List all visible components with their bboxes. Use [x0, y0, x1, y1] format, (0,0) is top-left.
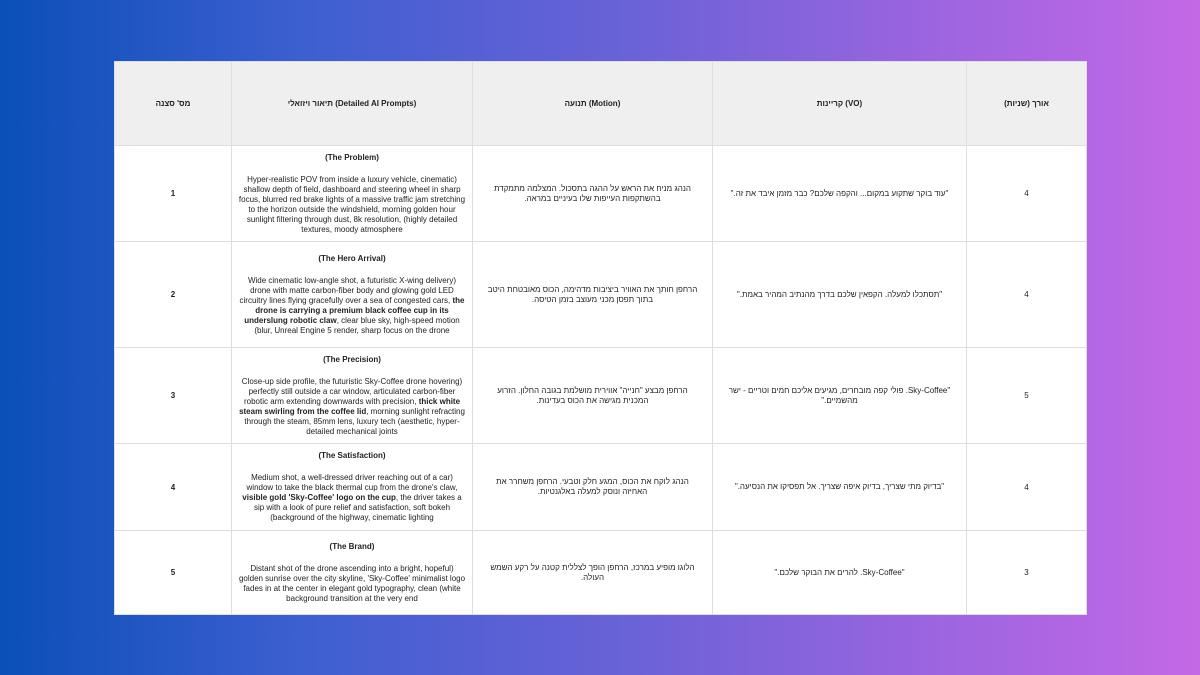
- visual-prompt: [232, 348, 473, 444]
- prompt-title: (The Brand): [329, 541, 375, 551]
- prompt-text-end: , clear blue sky, high-speed motion (blur, Unreal Engine 5 render, sharp focus on the drone: [254, 315, 460, 335]
- vo-text: "עוד בוקר שתקוע במקום... והקפה שלכם? כבר מזמן איבד את זה.": [713, 146, 967, 242]
- prompt-text: Distant shot of the drone ascending into a bright, hopeful) golden sunrise over the city skyline, 'Sky-Coffee' minimalist logo fades in at the center in elegant gold typography, clean (white background transition at the very end: [238, 563, 466, 603]
- prompt-title: (The Problem): [325, 152, 379, 162]
- table-row: [115, 531, 1087, 615]
- vo-text: "Sky-Coffee. להרים את הבוקר שלכם.": [713, 531, 967, 615]
- prompt-title: (The Hero Arrival): [318, 253, 386, 263]
- length-value: 3: [967, 531, 1087, 615]
- storyboard-table: [114, 61, 1087, 615]
- prompt-text: Hyper-realistic POV from inside a luxury vehicle, cinematic) shallow depth of field, dashboard and steering wheel in sharp focus, blurred red brake lights of a massive traffic jam stretching to the horizon outside the windshield, morning golden hour sunlight filtering through dust, 8k resolution, (highly detailed textures, moody atmosphere: [238, 174, 466, 234]
- vo-text: "Sky-Coffee. פולי קפה מובחרים, מגיעים אליכם חמים וטריים - ישר מהשמיים.": [713, 348, 967, 444]
- motion-text: הנהג לוקח את הכוס, המגע חלק וטבעי. הרחפן משחרר את האחיזה ונוסק למעלה באלגנטיות.: [473, 444, 713, 531]
- prompt-text-bold: thick white steam swirling from the coffee lid: [239, 396, 461, 416]
- prompt-title: (The Satisfaction): [318, 451, 386, 460]
- prompt-text: Close-up side profile, the futuristic Sky-Coffee drone hovering) perfectly still outside a car window, articulated carbon-fiber robotic arm extending downwards with precision,: [241, 376, 463, 406]
- visual-prompt: [232, 531, 473, 615]
- vo-text: "תסתכלו למעלה. הקפאין שלכם בדרך מהנתיב המהיר באמת.": [713, 242, 967, 348]
- prompt-text: Medium shot, a well-dressed driver reaching out of a car) window to take the black thermal cup from the drone's claw,: [246, 473, 458, 492]
- visual-prompt: [232, 242, 473, 348]
- header-motion: תנועה (Motion): [473, 62, 713, 146]
- visual-prompt: [232, 444, 473, 531]
- header-visual: תיאור ויזואלי (Detailed AI Prompts): [232, 62, 473, 146]
- length-value: 4: [967, 242, 1087, 348]
- header-length: אורך (שניות): [967, 62, 1087, 146]
- vo-text: "בדיוק מתי שצריך, בדיוק איפה שצריך. אל תפסיקו את הנסיעה.": [713, 444, 967, 531]
- scene-number: 1: [115, 146, 232, 242]
- header-vo: קריינות (VO): [713, 62, 967, 146]
- prompt-title: (The Precision): [323, 354, 381, 364]
- visual-prompt: [232, 146, 473, 242]
- header-scene: מס' סצנה: [115, 62, 232, 146]
- length-value: 5: [967, 348, 1087, 444]
- storyboard-sheet: [114, 61, 1086, 614]
- motion-text: הרחפן חותך את האוויר ביציבות מדהימה, הכוס מאובטחת היטב בתוך תפסן מכני מעוצב בזמן הטיסה.: [473, 242, 713, 348]
- prompt-text-end: , morning sunlight refracting through the steam, 85mm lens, luxury tech (aesthetic, hyper-detailed mechanical joints: [244, 406, 465, 436]
- length-value: 4: [967, 444, 1087, 531]
- table-row: [115, 444, 1087, 531]
- prompt-text-end: , the driver takes a sip with a look of pure relief and satisfaction, soft bokeh (background of the highway, cinematic lighting: [253, 493, 462, 522]
- scene-number: 5: [115, 531, 232, 615]
- table-row: [115, 348, 1087, 444]
- motion-text: הרחפן מבצע "חנייה" אווירית מושלמת בגובה החלון. הזרוע המכנית מגישה את הכוס בעדינות.: [473, 348, 713, 444]
- motion-text: הלוגו מופיע במרכז, הרחפן הופך לצללית קטנה על רקע השמש העולה.: [473, 531, 713, 615]
- length-value: 4: [967, 146, 1087, 242]
- prompt-text-bold: visible gold 'Sky-Coffee' logo on the cup: [242, 493, 396, 502]
- scene-number: 4: [115, 444, 232, 531]
- table-row: [115, 146, 1087, 242]
- scene-number: 3: [115, 348, 232, 444]
- prompt-text-bold: the drone is carrying a premium black coffee cup in its underslung robotic claw: [244, 295, 465, 325]
- prompt-text: Wide cinematic low-angle shot, a futuristic X-wing delivery) drone with matte carbon-fiber body and glowing gold LED circuitry lines flying gracefully over a sea of congested cars,: [239, 275, 457, 305]
- header-row: [115, 62, 1087, 146]
- scene-number: 2: [115, 242, 232, 348]
- table-row: [115, 242, 1087, 348]
- motion-text: הנהג מניח את הראש על ההגה בתסכול. המצלמה מתמקדת בהשתקפות העייפות שלו בעיניים במראה.: [473, 146, 713, 242]
